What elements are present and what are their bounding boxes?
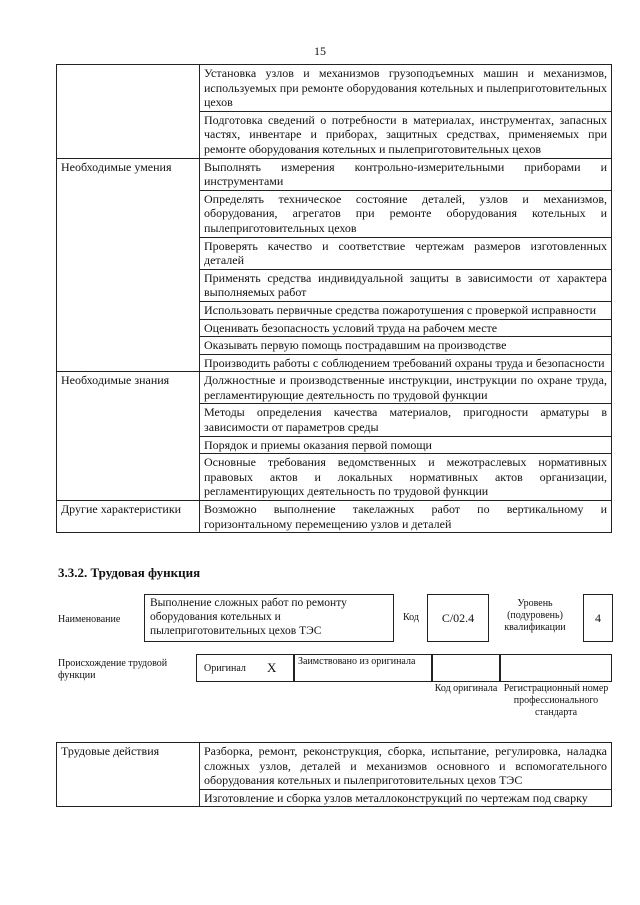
level-value: 4 bbox=[595, 611, 601, 625]
table-row bbox=[57, 372, 612, 404]
function-name-box bbox=[144, 594, 394, 642]
actions-table bbox=[56, 742, 612, 807]
row-description: Оценивать безопасность условий труда на рабочем месте bbox=[200, 319, 612, 337]
table-row bbox=[57, 158, 612, 190]
original-label: Оригинал bbox=[204, 663, 246, 674]
level-box bbox=[583, 594, 613, 642]
row-label bbox=[57, 65, 200, 159]
row-description: Методы определения качества материалов, пригодности арматуры в зависимости от параметров среды bbox=[200, 404, 612, 436]
orig-code-box bbox=[432, 654, 500, 682]
action-item: Разборка, ремонт, реконструкция, сборка, испытание, регулировка, наладка сложных узлов, деталей и механизмов основного и вспомогательного оборудования котельных и пылеприготовительных цехов ТЭС bbox=[200, 743, 612, 790]
name-label: Наименование bbox=[58, 614, 121, 625]
row-description: Проверять качество и соответствие чертежам размеров изготовленных деталей bbox=[200, 237, 612, 269]
row-description: Подготовка сведений о потребности в материалах, инструментах, запасных частях, инвентаре и приборах, защитных средствах, применяемых при ремонте оборудования котельных и пылеприготовительных цехов bbox=[200, 111, 612, 158]
row-label-other: Другие характеристики bbox=[57, 501, 200, 533]
row-label-skills: Необходимые умения bbox=[57, 158, 200, 372]
function-name: Выполнение сложных работ по ремонту оборудования котельных и пылеприготовительных цехов ТЭС bbox=[150, 597, 347, 637]
requirements-table bbox=[56, 64, 612, 533]
row-description: Оказывать первую помощь пострадавшим на производстве bbox=[200, 337, 612, 355]
row-label-knowledge: Необходимые знания bbox=[57, 372, 200, 501]
level-label: Уровень (подуровень) квалификации bbox=[504, 598, 566, 633]
row-description: Применять средства индивидуальной защиты в зависимости от характера выполняемых работ bbox=[200, 269, 612, 301]
table-row bbox=[57, 65, 612, 112]
row-description: Возможно выполнение такелажных работ по вертикальному и горизонтальному перемещению узлов и деталей bbox=[200, 501, 612, 533]
row-description: Основные требования ведомственных и межотраслевых нормативных правовых актов и локальных нормативных актов организации, регламентирующих деятельность по трудовой функции bbox=[200, 454, 612, 501]
code-label: Код bbox=[403, 612, 419, 623]
row-description: Производить работы с соблюдением требований охраны труда и безопасности bbox=[200, 354, 612, 372]
origin-label: Происхождение трудовой функции bbox=[58, 658, 168, 681]
orig-code-caption: Код оригинала bbox=[434, 683, 498, 694]
borrowed-box bbox=[294, 654, 432, 682]
table-row bbox=[57, 501, 612, 533]
row-description: Установка узлов и механизмов грузоподъемных машин и механизмов, используемых при ремонте оборудования котельных и пылеприготовительных цехов bbox=[200, 65, 612, 112]
row-description: Использовать первичные средства пожаротушения с проверкой исправности bbox=[200, 301, 612, 319]
table-row bbox=[57, 743, 612, 790]
code-value: C/02.4 bbox=[441, 611, 475, 625]
page-number: 15 bbox=[314, 44, 326, 58]
reg-number-box bbox=[500, 654, 612, 682]
row-description: Определять техническое состояние деталей, узлов и механизмов, оборудования, агрегатов при ремонте оборудования котельных и пылеприготовительных цехов bbox=[200, 190, 612, 237]
code-box bbox=[427, 594, 489, 642]
reg-number-caption: Регистрационный номер профессионального стандарта bbox=[503, 683, 609, 718]
original-box bbox=[196, 654, 294, 682]
row-description: Должностные и производственные инструкции, инструкции по охране труда, регламентирующие деятельность по трудовой функции bbox=[200, 372, 612, 404]
row-description: Выполнять измерения контрольно-измерительными приборами и инструментами bbox=[200, 158, 612, 190]
original-mark: X bbox=[267, 660, 277, 675]
actions-label: Трудовые действия bbox=[57, 743, 200, 807]
section-title: 3.3.2. Трудовая функция bbox=[58, 565, 201, 580]
action-item: Изготовление и сборка узлов металлоконструкций по чертежам под сварку bbox=[200, 789, 612, 807]
borrowed-label: Заимствовано из оригинала bbox=[298, 656, 416, 667]
row-description: Порядок и приемы оказания первой помощи bbox=[200, 436, 612, 454]
